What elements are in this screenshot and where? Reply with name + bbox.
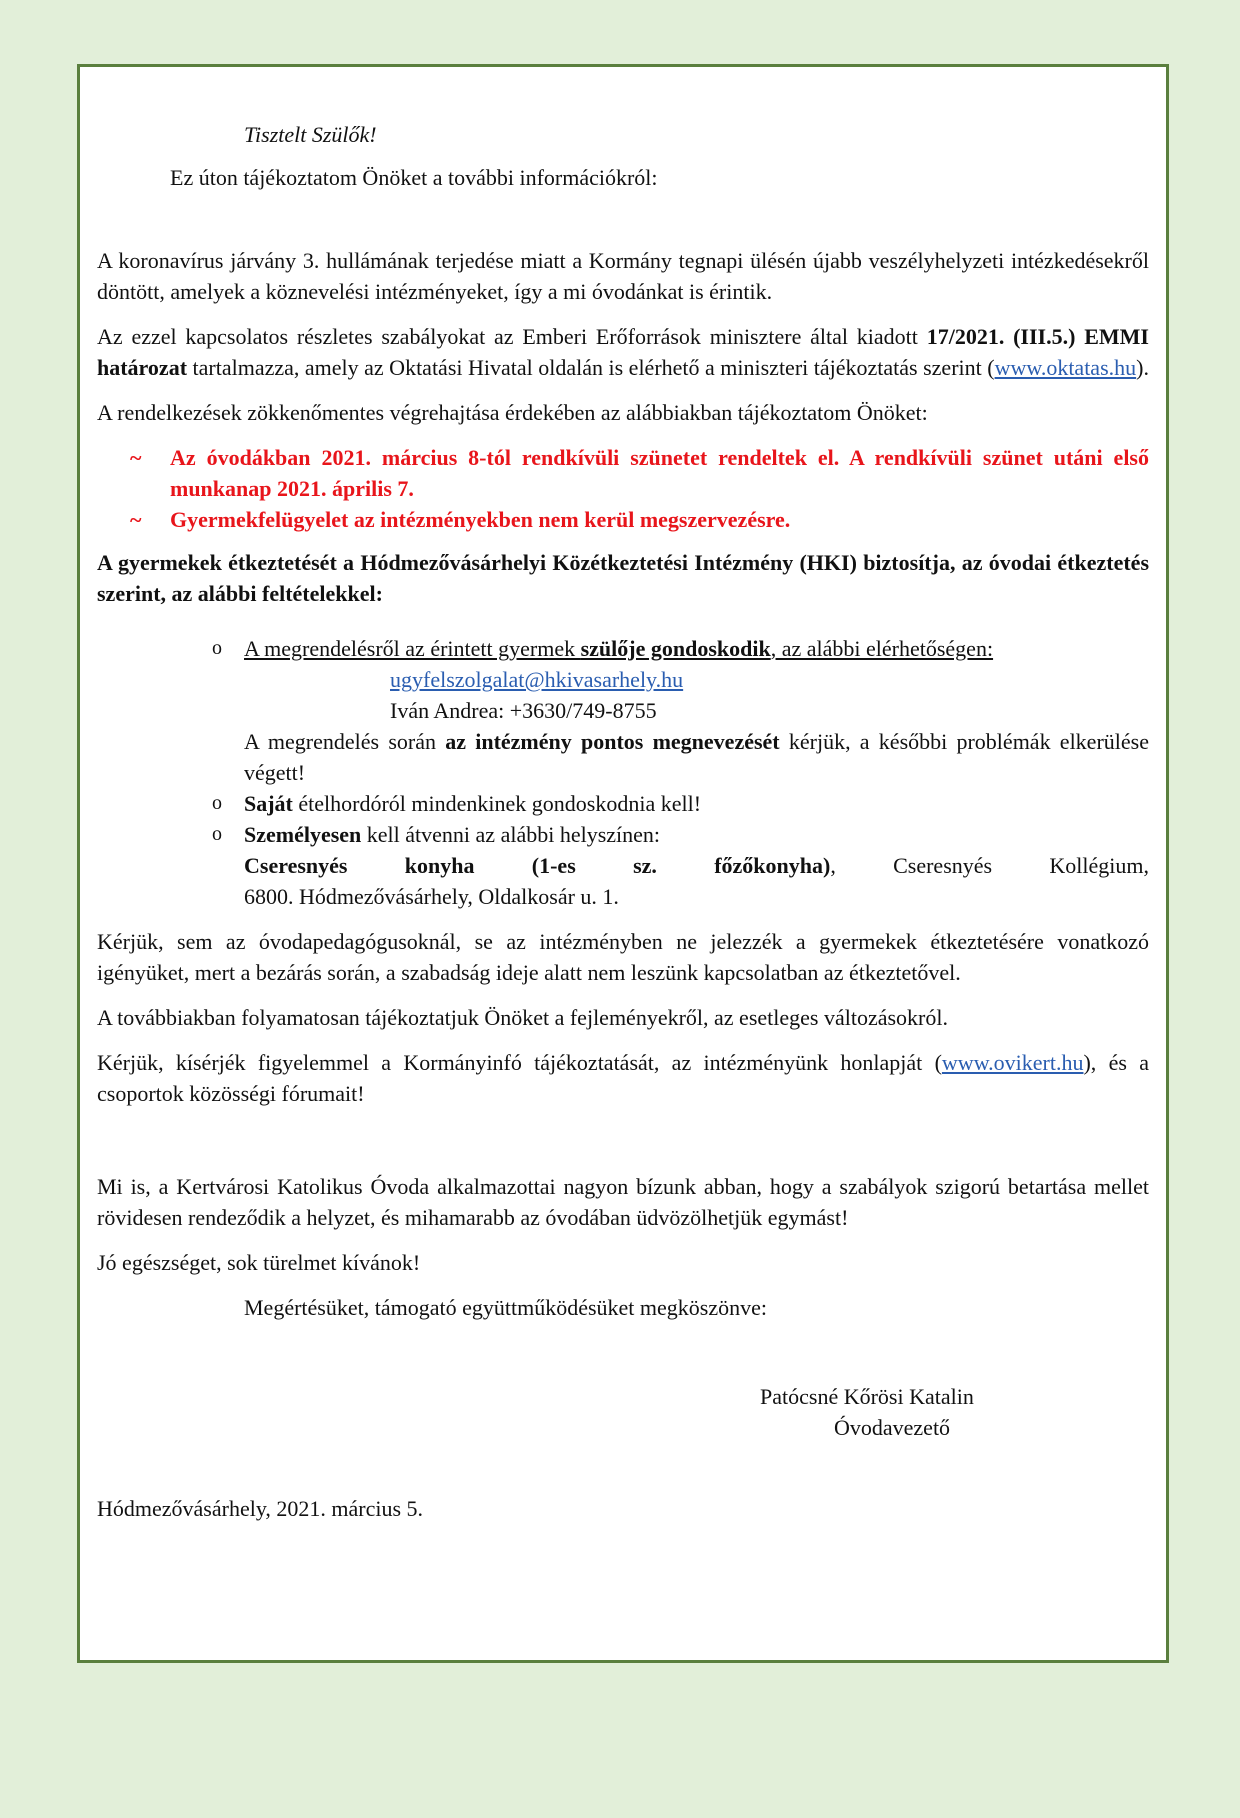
regulation-text-end: ). — [1136, 355, 1149, 380]
oktatas-link[interactable]: www.oktatas.hu — [994, 355, 1137, 380]
alert-item-text: Az óvodákban 2021. március 8-tól rendkívüli szünetet rendeltek el. A rendkívüli szünet utáni első munkanap 2021. április 7. — [170, 445, 1149, 501]
intro-line: Ez úton tájékoztatom Önöket a további információkról: — [170, 165, 658, 190]
pickup-text: kell átvenni az alábbi helyszínen: — [361, 822, 661, 847]
regulation-text-before: Az ezzel kapcsolatos részletes szabályokat az Emberi Erőforrások minisztere által kiadott — [97, 324, 927, 349]
condition-container — [97, 788, 1149, 819]
ordering-bold: szülője gondoskodik — [580, 636, 771, 661]
ordering-line — [244, 636, 993, 661]
ovikert-link[interactable]: www.ovikert.hu — [941, 1050, 1084, 1075]
follow-text-before: Kérjük, kísérjék figyelemmel a Kormányinfó tájékoztatását, az intézményünk honlapját ( — [97, 1050, 942, 1075]
alert-list — [97, 442, 1149, 535]
place-word: Cseresnyés — [893, 853, 993, 878]
container-bold: Saját — [244, 791, 293, 816]
circle-bullet-icon: o — [212, 823, 222, 845]
place-word: Kollégium, — [1049, 853, 1149, 878]
place-word: konyha — [404, 853, 475, 878]
pickup-place — [244, 850, 1149, 881]
paragraph-no-requests: Kérjük, sem az óvodapedagógusoknál, se az intézményben ne jelezzék a gyermekek étkeztetésére vonatkozó igényüket, mert a bezárás során, a szabadság ideje alatt nem leszünk kapcsolatban az étkeztetővel. — [97, 929, 1149, 985]
paragraph-hope: Mi is, a Kertvárosi Katolikus Óvoda alkalmazottai nagyon bízunk abban, hogy a szabályok szigorú betartása mellet rövidesen rendeződik a helyzet, és mihamarabb az óvodában üdvözölhetjük egymást! — [97, 1174, 1149, 1230]
tilde-bullet-icon: ~ — [130, 445, 142, 470]
regulation-text-after: tartalmazza, amely az Oktatási Hivatal oldalán is elérhető a miniszteri tájékoztatás szerint ( — [187, 355, 995, 380]
condition-pickup — [97, 819, 1149, 912]
letter-frame — [77, 64, 1169, 1663]
signature-title: Óvodavezető — [834, 1415, 951, 1440]
ordering-text-after: , az alábbi elérhetőségen: — [770, 636, 994, 661]
conditions-list — [97, 633, 1149, 912]
follow-text-after: ), és a csoportok közösségi fórumait! — [97, 1050, 1149, 1106]
paragraph-follow — [97, 1047, 1149, 1109]
comma: , — [830, 853, 836, 878]
alert-item-text: Gyermekfelügyelet az intézményekben nem kerül megszervezésre. — [170, 507, 791, 532]
place-word-kitchen — [714, 850, 836, 881]
circle-bullet-icon: o — [212, 637, 222, 659]
note-text-after: kérjük, a későbbi problémák elkerülése végett! — [244, 729, 1149, 785]
email-line — [244, 664, 1149, 695]
thanks-line: Megértésüket, támogató együttműködésüket megköszönve: — [244, 1295, 767, 1320]
greeting: Tisztelt Szülők! — [244, 122, 377, 147]
paragraph-pandemic: A koronavírus járvány 3. hullámának terjedése miatt a Kormány tegnapi ülésén újabb veszélyhelyzeti intézkedésekről döntött, amelyek a köznevelési intézményeket, így a mi óvodánkat is érintik. — [97, 248, 1149, 304]
paragraph-implementation: A rendelkezések zökkenőmentes végrehajtása érdekében az alábbiakban tájékoztatom Önöket: — [97, 400, 928, 425]
place-word: főzőkonyha) — [714, 853, 831, 878]
circle-bullet-icon: o — [212, 792, 222, 814]
pickup-bold: Személyesen — [244, 822, 362, 847]
note-bold: az intézmény pontos megnevezését — [445, 729, 780, 754]
place-word: Cseresnyés — [244, 853, 348, 878]
condition-ordering — [97, 633, 1149, 788]
spacer — [97, 1123, 1149, 1171]
meals-heading: A gyermekek étkeztetését a Hódmezővásárhelyi Közétkeztetési Intézmény (HKI) biztosítja, az óvodai étkeztetés szerint, az alábbi feltételekkel: — [97, 550, 1149, 606]
container-text: ételhordóról mindenkinek gondoskodnia kell! — [292, 791, 702, 816]
date-line: Hódmezővásárhely, 2021. március 5. — [97, 1496, 424, 1521]
place-word: (1-es — [531, 853, 576, 878]
alert-item — [97, 442, 1149, 504]
paragraph-updates: A továbbiakban folyamatosan tájékoztatjuk Önöket a fejleményekről, az esetleges változásokról. — [97, 1005, 948, 1030]
paragraph-wishes: Jó egészséget, sok türelmet kívánok! — [97, 1250, 421, 1275]
ordering-note — [244, 726, 1149, 788]
tilde-bullet-icon: ~ — [130, 507, 142, 532]
email-link[interactable]: ugyfelszolgalat@hkivasarhely.hu — [390, 667, 684, 692]
alert-item — [97, 504, 1149, 535]
pickup-address: 6800. Hódmezővásárhely, Oldalkosár u. 1. — [244, 884, 619, 909]
regulation-reference: 17/2021. (III.5.) EMMI határozat — [97, 324, 1149, 380]
paragraph-regulation — [97, 321, 1149, 383]
phone-line: Iván Andrea: +3630/749-8755 — [390, 698, 657, 723]
place-word: sz. — [633, 853, 657, 878]
note-text-before: A megrendelés során — [244, 729, 446, 754]
ordering-text-before: A megrendelésről az érintett gyermek — [244, 636, 581, 661]
signature-name: Patócsné Kőrösi Katalin — [760, 1384, 974, 1409]
